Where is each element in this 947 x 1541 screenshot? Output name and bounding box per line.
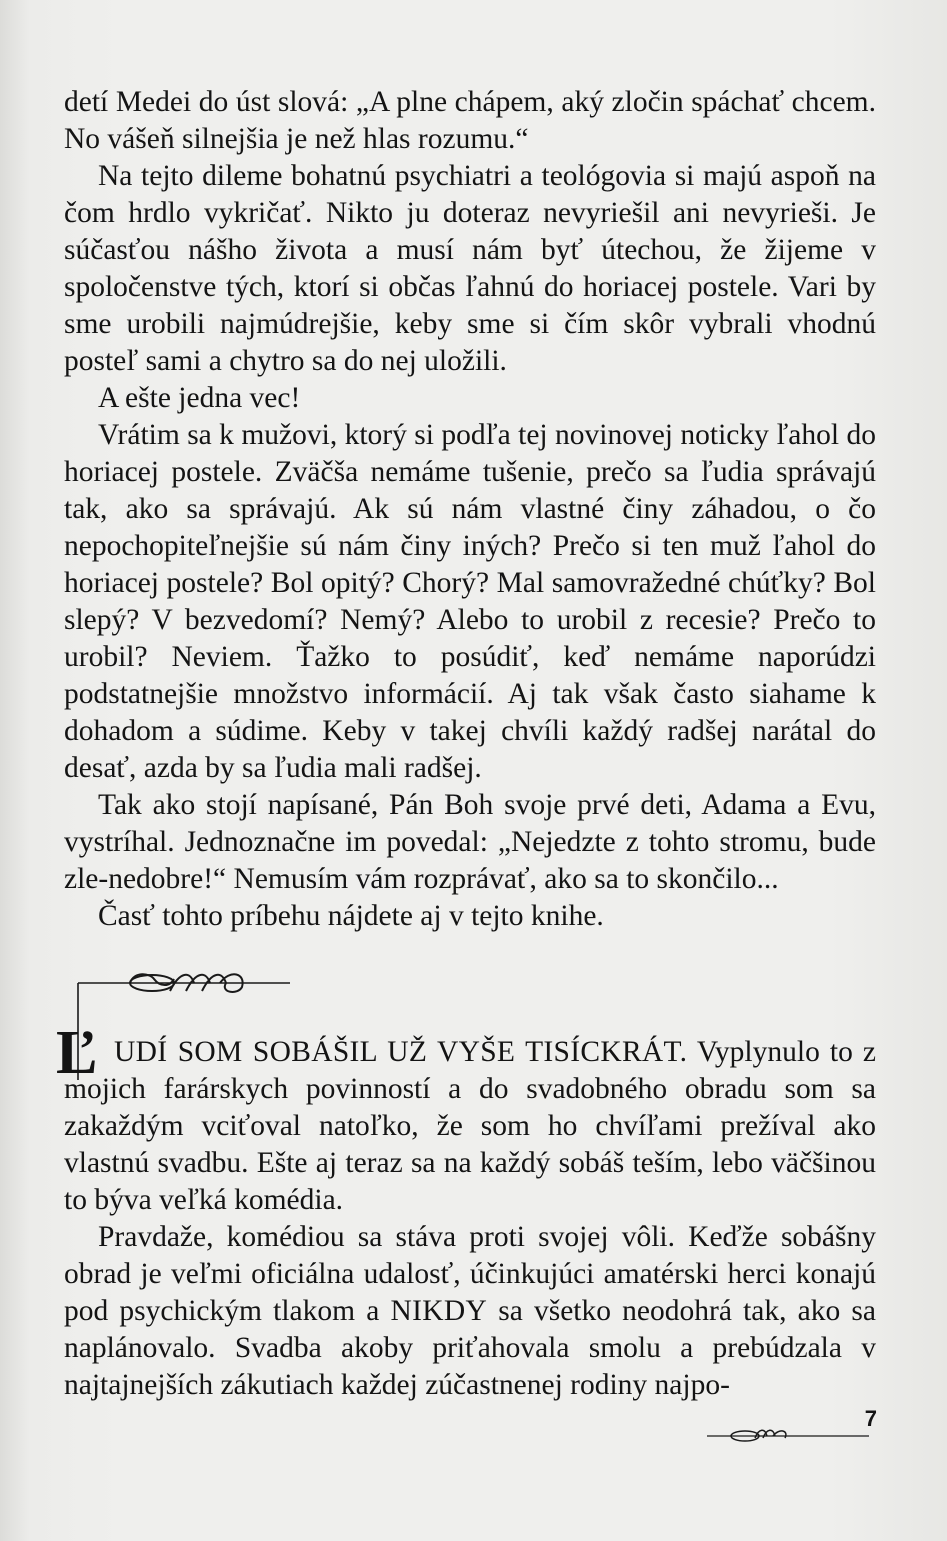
- paragraph-4: Vrátim sa k mužovi, ktorý si podľa tej novinovej noticky ľahol do horiacej postele. Zväčša nemáme tušenie, prečo sa ľudia správajú tak, ako sa správajú. Ak sú nám vlastné činy záhadou, o čo nepochopiteľnejšie sú nám činy iných? Prečo si ten muž ľahol do horiacej postele? Bol opitý? Chorý? Mal samovražedné chúťky? Bol slepý? V bezvedomí? Nemý? Alebo to urobil z recesie? Prečo to urobil? Neviem. Ťažko to posúdiť, keď nemáme naporúdzi podstatnejšie množstvo informácií. Aj tak však často siahame k dohadom a súdime. Keby v takej chvíli každý radšej narátal do desať, azda by sa ľudia mali radšej.: [64, 419, 876, 784]
- chapter-paragraph-2: [64, 1219, 876, 1404]
- top-text-block: [64, 84, 876, 935]
- footer-ornament-icon: [697, 1398, 877, 1448]
- chapter-lead-in: [114, 1036, 687, 1068]
- drop-cap: Ľ: [56, 1019, 98, 1087]
- chapter-paragraph-1-rest: Vyplynulo to z mojich farárskych povinností a do svadobného obradu som sa zakaždým vciťoval natoľko, že som ho chvíľami prežíval ako vlastnú svadbu. Ešte aj teraz sa na každý sobáš teším, lebo väčšinou to býva veľká komédia.: [64, 1036, 877, 1216]
- chapter-paragraph-1: [64, 1034, 876, 1219]
- paragraph-3: A ešte jedna vec!: [98, 382, 301, 414]
- paragraph-1: detí Medei do úst slová: „A plne chápem, aký zločin spáchať chcem. No vášeň silnejšia je než hlas rozumu.“: [64, 86, 876, 155]
- paragraph-5: Tak ako stojí napísané, Pán Boh svoje prvé deti, Adama a Evu, vystríhal. Jednoznačne im povedal: „Nejedzte z tohto stromu, bude zle-nedobre!“ Nemusím vám rozprávať, ako sa to skončilo...: [64, 789, 876, 895]
- lead-in-text: UDÍ SOM SOBÁŠIL UŽ VYŠE TISÍCKRÁT.: [114, 1036, 688, 1068]
- paragraph-6: Časť tohto príbehu nájdete aj v tejto knihe.: [98, 900, 604, 932]
- chapter-paragraph-2-b: sa všetko neodohrá tak, ako sa naplánovalo. Svadba akoby priťahovala smolu a prebúdzala v najtajnejších zákutiach každej zúčastnenej rodiny najpo-: [64, 1295, 877, 1401]
- chapter-text-block: [64, 1034, 876, 1404]
- chapter-paragraph-2-a: Pravdaže, komédiou sa stáva proti svojej vôli. Keďže sobášny obrad je veľmi oficiálna udalosť, účinkujúci amatérski herci konajú pod psychickým tlakom a: [64, 1221, 876, 1327]
- page-number: 7: [864, 1406, 877, 1431]
- chapter-paragraph-2-emphasis: NIKDY: [390, 1295, 488, 1327]
- paragraph-2: Na tejto dileme bohatnú psychiatri a teológovia si majú aspoň na čom hrdlo vykričať. Nikto ju doteraz nevyriešil ani nevyrieši. Je súčasťou nášho života a musí nám byť útechou, že žijeme v spoločenstve tých, ktorí si občas ľahnú do horiacej postele. Vari by sme urobili najmúdrejšie, keby sme si čím skôr vybrali vhodnú posteľ sami a chytro sa do nej uložili.: [64, 160, 876, 377]
